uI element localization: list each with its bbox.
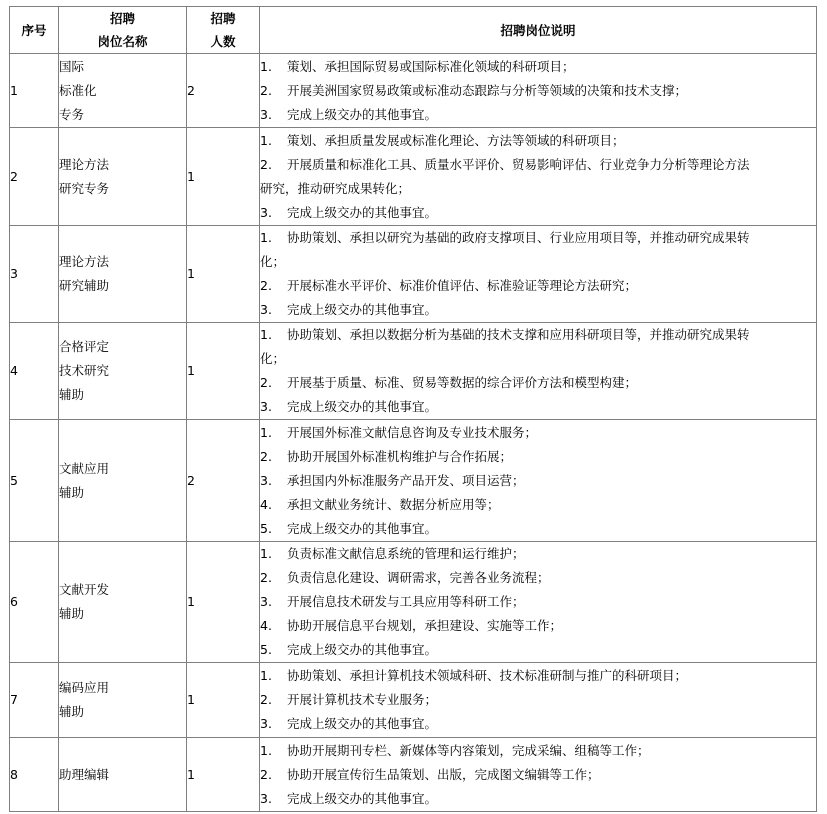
item-text: 开展计算机技术专业服务； xyxy=(287,692,438,707)
description-item xyxy=(260,201,816,225)
position-count: 2 xyxy=(187,420,260,542)
item-text: 化； xyxy=(260,254,286,269)
position-name-line: 研究专务 xyxy=(59,180,110,196)
description-item xyxy=(260,590,816,614)
position-name-line: 文献应用 xyxy=(59,460,110,476)
position-count: 2 xyxy=(187,54,260,128)
position-description xyxy=(260,54,817,128)
description-item xyxy=(260,763,816,787)
item-number: 1. xyxy=(260,668,272,683)
position-count: 1 xyxy=(187,128,260,226)
position-count: 1 xyxy=(187,323,260,420)
position-name-line: 技术研究 xyxy=(59,363,110,378)
description-item xyxy=(260,566,816,590)
position-count: 1 xyxy=(187,542,260,663)
position-name-line: 专务 xyxy=(59,106,85,122)
description-item xyxy=(260,298,816,322)
item-number: 3. xyxy=(260,106,272,122)
item-number: 1. xyxy=(260,424,272,440)
position-name-line: 文献开发 xyxy=(59,582,110,597)
position-count: 1 xyxy=(187,663,260,738)
position-description xyxy=(260,226,817,323)
description-item xyxy=(260,226,816,250)
item-text: 协助开展国外标准机构维护与合作拓展； xyxy=(287,448,513,464)
header-description: 招聘岗位说明 xyxy=(260,7,817,54)
position-name-line: 辅助 xyxy=(59,484,85,500)
item-number: 3. xyxy=(260,472,272,488)
item-text: 完成上级交办的其他事宜。 xyxy=(287,302,438,317)
item-number: 2. xyxy=(260,278,272,293)
item-text: 开展美洲国家贸易政策或标准动态跟踪与分析等领域的决策和技术支撑； xyxy=(287,82,688,98)
table-row xyxy=(10,663,817,738)
description-item xyxy=(260,371,816,395)
position-name xyxy=(59,542,187,663)
header-count-line: 招聘 xyxy=(210,11,236,26)
item-number: 3. xyxy=(260,594,272,609)
header-count-line: 人数 xyxy=(210,34,236,49)
item-text: 策划、承担国际贸易或国际标准化领域的科研项目； xyxy=(287,58,575,74)
item-text: 负责信息化建设、调研需求，完善各业务流程； xyxy=(287,570,550,585)
description-item xyxy=(260,79,816,103)
position-name-line: 助理编辑 xyxy=(59,766,110,782)
table-body xyxy=(10,54,817,812)
item-number: 1. xyxy=(260,546,272,561)
description-item xyxy=(260,664,816,688)
item-text: 开展标准水平评价、标准价值评估、标准验证等理论方法研究； xyxy=(287,278,638,293)
item-text: 协助策划、承担以数据分析为基础的技术支撑和应用科研项目等，并推动研究成果转 xyxy=(287,327,750,342)
item-text: 完成上级交办的其他事宜。 xyxy=(287,642,438,657)
position-name-line: 理论方法 xyxy=(59,156,110,172)
item-text: 负责标准文献信息系统的管理和运行维护； xyxy=(287,546,525,561)
description-item xyxy=(260,614,816,638)
item-number: 2. xyxy=(260,448,272,464)
item-number: 1. xyxy=(260,132,272,148)
header-row xyxy=(10,7,817,54)
item-number: 2. xyxy=(260,82,272,98)
item-text: 协助开展期刊专栏、新媒体等内容策划，完成采编、组稿等工作； xyxy=(287,742,650,758)
description-item xyxy=(260,688,816,712)
header-position xyxy=(59,7,187,54)
item-text: 完成上级交办的其他事宜。 xyxy=(287,790,438,806)
position-description xyxy=(260,663,817,738)
position-name-line: 国际 xyxy=(59,58,85,74)
item-text: 开展基于质量、标准、贸易等数据的综合评价方法和模型构建； xyxy=(287,375,638,390)
position-name xyxy=(59,323,187,420)
position-count: 1 xyxy=(187,738,260,812)
description-item xyxy=(260,638,816,662)
position-description xyxy=(260,323,817,420)
row-number: 5 xyxy=(10,420,59,542)
table-row xyxy=(10,542,817,663)
position-description xyxy=(260,542,817,663)
position-name xyxy=(59,738,187,812)
item-number: 3. xyxy=(260,204,272,220)
item-text: 完成上级交办的其他事宜。 xyxy=(287,106,438,122)
position-name xyxy=(59,54,187,128)
item-number: 5. xyxy=(260,520,272,536)
description-item xyxy=(260,542,816,566)
description-item xyxy=(260,421,816,445)
item-number: 1. xyxy=(260,327,272,342)
description-item xyxy=(260,787,816,811)
description-item xyxy=(260,274,816,298)
table-row xyxy=(10,738,817,812)
description-item xyxy=(260,129,816,153)
item-number: 3. xyxy=(260,716,272,731)
row-number: 8 xyxy=(10,738,59,812)
header-count xyxy=(187,7,260,54)
item-number: 2. xyxy=(260,375,272,390)
item-text: 完成上级交办的其他事宜。 xyxy=(287,716,438,731)
header-position-line: 招聘 xyxy=(109,11,135,26)
position-count: 1 xyxy=(187,226,260,323)
position-name xyxy=(59,226,187,323)
description-item xyxy=(260,347,816,371)
item-number: 4. xyxy=(260,618,272,633)
item-number: 3. xyxy=(260,399,272,414)
item-text: 协助开展信息平台规划，承担建设、实施等工作； xyxy=(287,618,563,633)
description-item xyxy=(260,177,816,201)
position-name-line: 合格评定 xyxy=(59,339,110,354)
description-item xyxy=(260,323,816,347)
item-number: 2. xyxy=(260,156,272,172)
position-name-line: 研究辅助 xyxy=(59,278,110,293)
item-number: 3. xyxy=(260,302,272,317)
row-number: 4 xyxy=(10,323,59,420)
item-text: 研究，推动研究成果转化； xyxy=(260,180,411,196)
item-number: 1. xyxy=(260,230,272,245)
item-text: 承担文献业务统计、数据分析应用等； xyxy=(287,496,500,512)
position-description xyxy=(260,738,817,812)
description-item xyxy=(260,712,816,736)
description-item xyxy=(260,55,816,79)
description-item xyxy=(260,445,816,469)
row-number: 3 xyxy=(10,226,59,323)
item-text: 完成上级交办的其他事宜。 xyxy=(287,399,438,414)
description-item xyxy=(260,103,816,127)
item-number: 5. xyxy=(260,642,272,657)
item-text: 协助策划、承担以研究为基础的政府支撑项目、行业应用项目等，并推动研究成果转 xyxy=(287,230,750,245)
item-text: 完成上级交办的其他事宜。 xyxy=(287,204,438,220)
item-number: 2. xyxy=(260,692,272,707)
table-row xyxy=(10,323,817,420)
recruitment-table xyxy=(9,6,817,812)
item-number: 4. xyxy=(260,496,272,512)
position-name xyxy=(59,663,187,738)
table-row xyxy=(10,54,817,128)
item-number: 3. xyxy=(260,790,272,806)
row-number: 6 xyxy=(10,542,59,663)
position-name-line: 理论方法 xyxy=(59,254,110,269)
description-item xyxy=(260,250,816,274)
table-row xyxy=(10,128,817,226)
item-text: 完成上级交办的其他事宜。 xyxy=(287,520,438,536)
item-number: 2. xyxy=(260,766,272,782)
position-name xyxy=(59,420,187,542)
table-row xyxy=(10,226,817,323)
table-row xyxy=(10,420,817,542)
description-item xyxy=(260,739,816,763)
position-name-line: 编码应用 xyxy=(59,680,110,695)
row-number: 1 xyxy=(10,54,59,128)
item-text: 策划、承担质量发展或标准化理论、方法等领域的科研项目； xyxy=(287,132,625,148)
position-name-line: 辅助 xyxy=(59,606,85,621)
row-number: 2 xyxy=(10,128,59,226)
item-text: 开展信息技术研发与工具应用等科研工作； xyxy=(287,594,525,609)
position-description xyxy=(260,420,817,542)
item-text: 开展国外标准文献信息咨询及专业技术服务； xyxy=(287,424,538,440)
row-number: 7 xyxy=(10,663,59,738)
item-text: 协助策划、承担计算机技术领域科研、技术标准研制与推广的科研项目； xyxy=(287,668,688,683)
item-number: 1. xyxy=(260,58,272,74)
description-item xyxy=(260,395,816,419)
position-name-line: 标准化 xyxy=(59,82,97,98)
description-item xyxy=(260,469,816,493)
position-name xyxy=(59,128,187,226)
item-number: 2. xyxy=(260,570,272,585)
position-name-line: 辅助 xyxy=(59,704,85,719)
item-text: 承担国内外标准服务产品开发、项目运营； xyxy=(287,472,525,488)
description-item xyxy=(260,153,816,177)
header-no: 序号 xyxy=(10,7,59,54)
item-text: 协助开展宣传衍生品策划、出版，完成图文编辑等工作； xyxy=(287,766,600,782)
header-position-line: 岗位名称 xyxy=(97,34,148,49)
item-text: 开展质量和标准化工具、质量水平评价、贸易影响评估、行业竞争力分析等理论方法 xyxy=(287,156,750,172)
position-name-line: 辅助 xyxy=(59,387,85,402)
item-number: 1. xyxy=(260,742,272,758)
item-text: 化； xyxy=(260,351,286,366)
description-item xyxy=(260,493,816,517)
description-item xyxy=(260,517,816,541)
position-description xyxy=(260,128,817,226)
